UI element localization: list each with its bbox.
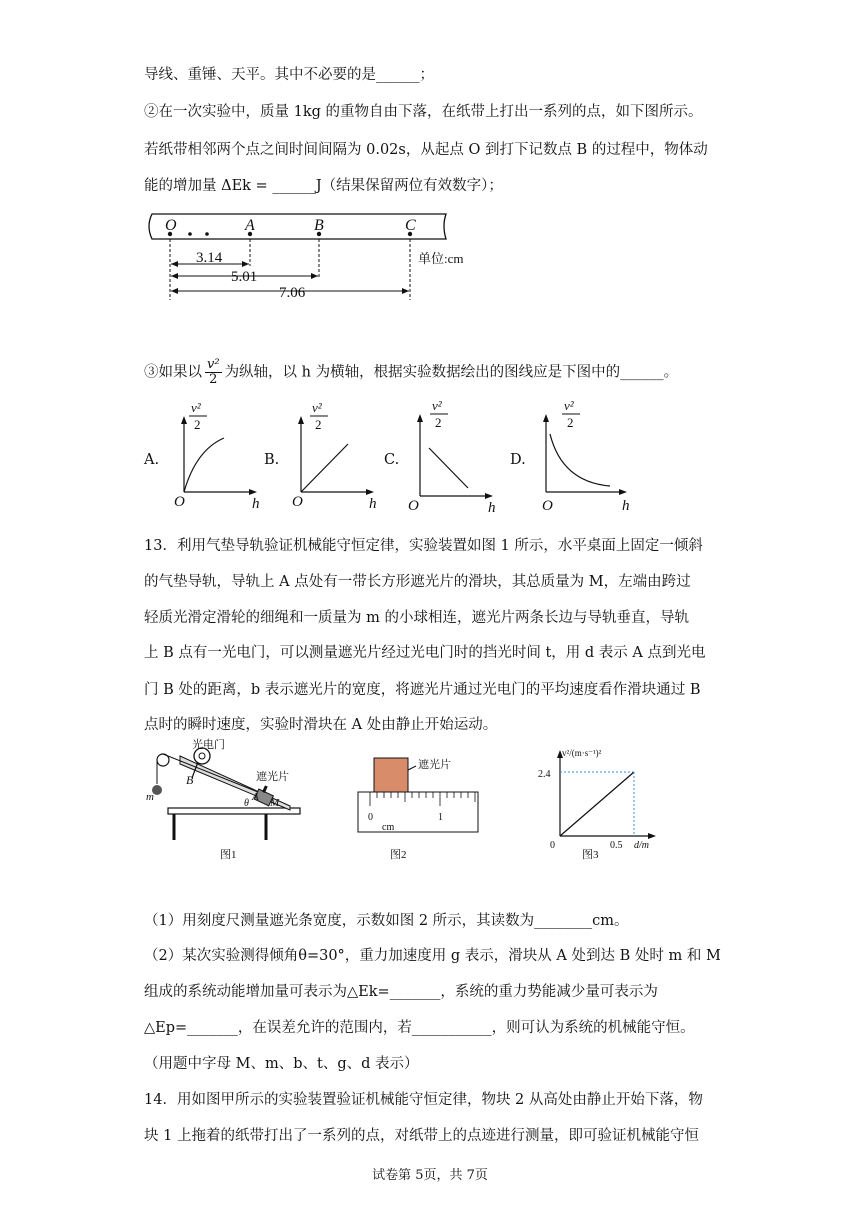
fig3-origin: 0 — [550, 840, 555, 851]
tape-label-A: A — [245, 217, 255, 234]
fig3-y-label: v²/(m·s⁻¹)² — [562, 748, 602, 758]
graph-D — [542, 400, 630, 514]
svg-text:2: 2 — [567, 415, 574, 430]
svg-text:h: h — [369, 496, 377, 512]
q13-line6: 点时的瞬时速度，实验时滑块在 A 处由静止开始运动。 — [144, 717, 498, 733]
option-label-D: D. — [510, 452, 526, 468]
q12-part3-after: 为纵轴，以 h 为横轴，根据实验数据绘出的图线应是下图中的______。 — [224, 364, 679, 381]
q13-line4: 上 B 点有一光电门，可以测量遮光片经过光电门时的挡光时间 t，用 d 表示 A 点到光电 — [144, 645, 706, 661]
q12-part3-before: ③如果以 — [144, 364, 202, 381]
svg-text:h: h — [488, 500, 496, 516]
q13-line2: 的气垫导轨，导轨上 A 点处有一带长方形遮光片的滑块，其总质量为 M，左端由跨过 — [144, 574, 691, 590]
svg-text:v²: v² — [432, 400, 442, 413]
svg-text:cm: cm — [382, 822, 395, 833]
figure-2-caption: 图2 — [390, 849, 407, 861]
page-footer: 试卷第 5页，共 7页 — [372, 1168, 488, 1183]
curve-D — [550, 434, 610, 486]
q14-line1: 14．用如图甲所示的实验装置验证机械能守恒定律，物块 2 从高处由静止开始下落，物 — [144, 1092, 703, 1108]
svg-text:h: h — [622, 498, 630, 514]
figure-3-caption: 图3 — [582, 849, 599, 861]
q13-sub2-line2: 组成的系统动能增加量可表示为△Ek=_______，系统的重力势能减少量可表示为 — [144, 984, 658, 1000]
q13-sub2-line4: （用题中字母 M、m、b、t、g、d 表示） — [144, 1056, 419, 1072]
fig3-x-tick: 0.5 — [610, 840, 623, 851]
option-label-C: C. — [384, 452, 400, 468]
figure-1-caption: 图1 — [220, 849, 237, 861]
svg-text:1: 1 — [438, 812, 443, 823]
option-label-A: A. — [144, 452, 160, 468]
fig3-x-label: d/m — [634, 840, 649, 851]
tape-dot — [188, 232, 192, 236]
svg-text:m: m — [146, 791, 154, 803]
option-graphs — [144, 400, 664, 520]
svg-text:2: 2 — [435, 415, 442, 430]
option-label-B: B. — [264, 452, 280, 468]
svg-text:光电门: 光电门 — [192, 739, 225, 751]
paper-tape-outline — [149, 214, 446, 239]
q12-part2-line3: 能的增加量 ΔEk = ______J（结果保留两位有效数字）； — [144, 178, 503, 194]
unit-label: 单位:cm — [418, 251, 464, 266]
figure-2-ruler — [352, 752, 482, 866]
svg-text:O: O — [408, 498, 419, 514]
distance-OA: 3.14 — [196, 250, 223, 266]
q13-sub1: （1）用刻度尺测量遮光条宽度，示数如图 2 所示，其读数为________cm。 — [144, 913, 629, 929]
svg-text:0: 0 — [368, 812, 373, 823]
svg-text:A: A — [252, 791, 259, 803]
tape-label-O: O — [165, 217, 177, 234]
svg-text:v²: v² — [312, 400, 322, 415]
distance-OB: 5.01 — [231, 269, 258, 285]
tape-label-B: B — [314, 217, 324, 234]
tabletop — [168, 808, 300, 814]
figure-1-air-track — [140, 736, 310, 866]
svg-text:B: B — [186, 773, 194, 787]
q13-line3: 轻质光滑定滑轮的细绳和一质量为 m 的小球相连，遮光片两条长边与导轨垂直，导轨 — [144, 610, 689, 626]
curve-C — [429, 448, 468, 488]
tape-label-C: C — [405, 217, 416, 234]
q12-part2-line1: ②在一次实验中，质量 1kg 的重物自由下落，在纸带上打出一系列的点，如下图所示。 — [144, 104, 703, 120]
svg-text:O: O — [174, 494, 185, 510]
svg-text:M: M — [270, 797, 280, 809]
curve-A — [184, 438, 224, 492]
ruler-body — [358, 792, 478, 832]
q13-sub2-line3: △Ep=_______，在误差允许的范围内，若___________，则可认为系统的机械能守恒。 — [144, 1020, 695, 1036]
shade-plate — [374, 758, 408, 792]
svg-text:O: O — [542, 498, 553, 514]
paper-tape-figure — [140, 206, 480, 306]
svg-text:θ: θ — [244, 798, 249, 809]
options-row — [144, 400, 664, 520]
q13-line1: 13．利用气垫导轨验证机械能守恒定律，实验装置如图 1 所示，水平桌面上固定一倾斜 — [144, 538, 703, 554]
q12-part3-line — [144, 358, 678, 387]
svg-text:2: 2 — [194, 417, 201, 432]
svg-text:v²: v² — [191, 400, 201, 415]
svg-text:遮光片: 遮光片 — [256, 771, 289, 783]
fig3-y-tick: 2.4 — [538, 769, 551, 780]
svg-text:h: h — [252, 496, 260, 512]
q13-sub2-line1: （2）某次实验测得倾角θ=30°，重力加速度用 g 表示，滑块从 A 处到达 B 处时 m 和 M — [144, 948, 721, 964]
fraction-v2-over-2: $\frac{\text{v²}}{2}$ — [207, 357, 220, 387]
curve-B — [301, 444, 348, 492]
graph-C — [408, 400, 496, 516]
q12-part2-line2: 若纸带相邻两个点之间时间间隔为 0.02s，从起点 O 到打下记数点 B 的过程中，物体动 — [144, 142, 708, 158]
fig3-series-line — [560, 772, 634, 836]
svg-text:遮光片: 遮光片 — [418, 759, 451, 771]
distance-OC: 7.06 — [279, 285, 306, 301]
q12-line-top: 导线、重锤、天平。其中不必要的是______； — [144, 67, 434, 83]
svg-text:2: 2 — [315, 417, 322, 432]
graph-A — [174, 400, 260, 512]
svg-text:O: O — [292, 494, 303, 510]
tape-dot — [205, 232, 209, 236]
q14-line2: 块 1 上拖着的纸带打出了一系列的点，对纸带上的点迹进行测量，即可验证机械能守恒 — [144, 1128, 699, 1144]
q13-line5: 门 B 处的距离，b 表示遮光片的宽度，将遮光片通过光电门的平均速度看作滑块通过 B — [144, 682, 701, 698]
svg-text:v²: v² — [564, 400, 574, 413]
graph-B — [292, 400, 377, 512]
figure-3-graph — [530, 744, 680, 864]
